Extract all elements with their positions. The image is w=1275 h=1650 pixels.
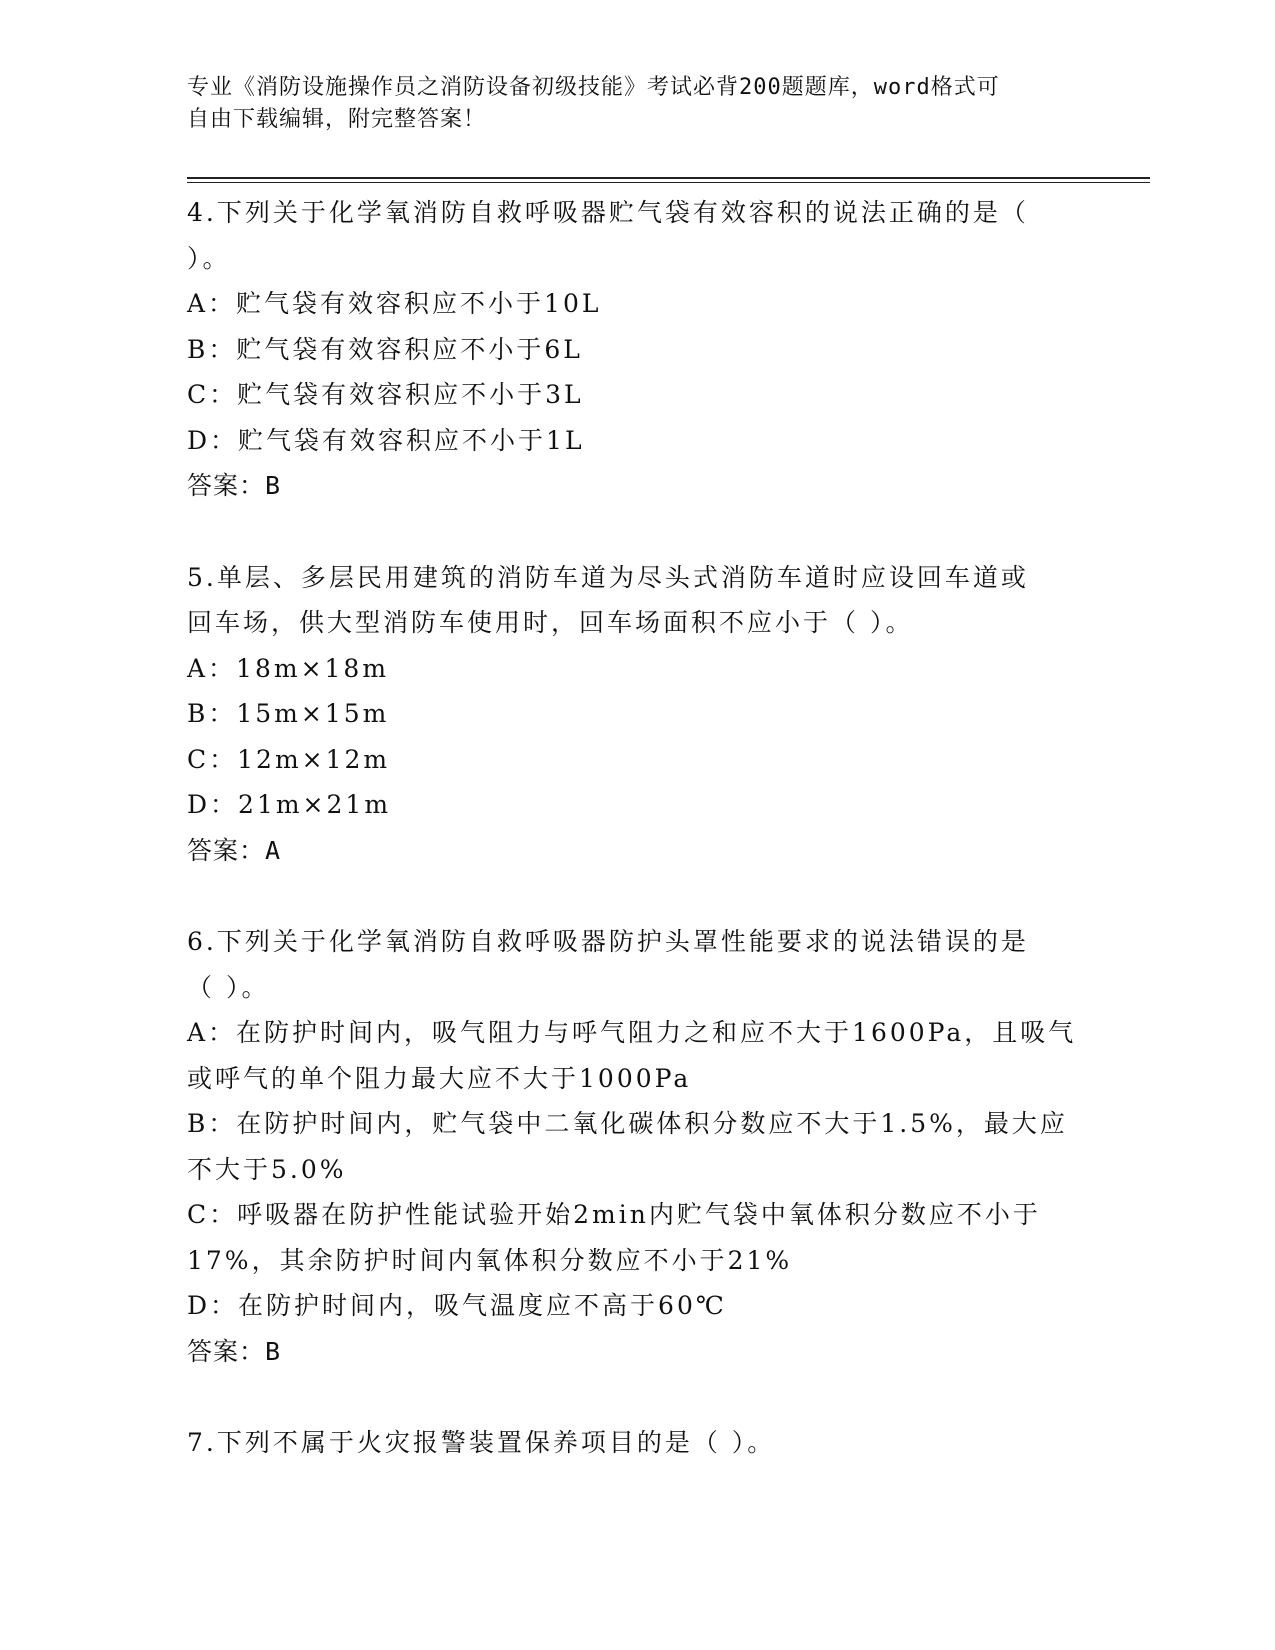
header-divider-thick <box>187 177 1150 179</box>
question-text: 4.下列关于化学氧消防自救呼吸器贮气袋有效容积的说法正确的是（ <box>187 198 1029 227</box>
option-d: D：在防护时间内，吸气温度应不高于60℃ <box>187 1291 727 1320</box>
option-b: B：在防护时间内，贮气袋中二氧化碳体积分数应不大于1.5%，最大应 <box>187 1109 1068 1138</box>
question-7 <box>187 1420 1087 1466</box>
header-divider-thin <box>187 182 1150 183</box>
answer: 答案：A <box>187 835 282 865</box>
question-4 <box>187 190 1087 509</box>
option-a: A：18m×18m <box>187 653 390 683</box>
question-text: 回车场，供大型消防车使用时，回车场面积不应小于（ ）。 <box>187 608 914 637</box>
option-a: A：贮气袋有效容积应不小于10L <box>187 289 602 318</box>
answer: 答案：B <box>187 471 282 500</box>
question-5 <box>187 555 1087 874</box>
question-text: ）。 <box>187 243 231 273</box>
answer: 答案：B <box>187 1336 282 1366</box>
option-a: A：在防护时间内，吸气阻力与呼气阻力之和应不大于1600Pa，且吸气 <box>187 1018 1077 1047</box>
question-text: 7.下列不属于火灾报警装置保养项目的是（ ）。 <box>187 1428 776 1457</box>
option-b: B：贮气袋有效容积应不小于6L <box>187 334 583 364</box>
option-b: B：15m×15m <box>187 699 390 728</box>
option-a-cont: 或呼气的单个阻力最大应不大于1000Pa <box>187 1063 692 1093</box>
question-list <box>187 190 1087 1512</box>
option-b-cont: 不大于5.0% <box>187 1154 347 1184</box>
header-line-2: 自由下载编辑，附完整答案！ <box>187 107 487 132</box>
option-c: C：12m×12m <box>187 744 391 774</box>
option-c-cont: 17%，其余防护时间内氧体积分数应不小于21% <box>187 1245 793 1275</box>
question-text: （ ）。 <box>187 972 270 1002</box>
header-line-1: 专业《消防设施操作员之消防设备初级技能》考试必背200题题库，word格式可 <box>187 75 1000 100</box>
option-d: D：21m×21m <box>187 790 392 819</box>
question-text: 6.下列关于化学氧消防自救呼吸器防护头罩性能要求的说法错误的是 <box>187 927 1029 956</box>
option-d: D：贮气袋有效容积应不小于1L <box>187 425 585 455</box>
question-text: 5.单层、多层民用建筑的消防车道为尽头式消防车道时应设回车道或 <box>187 562 1029 592</box>
question-6 <box>187 919 1087 1374</box>
document-header <box>187 72 1067 136</box>
option-c: C：贮气袋有效容积应不小于3L <box>187 380 584 409</box>
option-c: C：呼吸器在防护性能试验开始2min内贮气袋中氧体积分数应不小于 <box>187 1200 1041 1229</box>
